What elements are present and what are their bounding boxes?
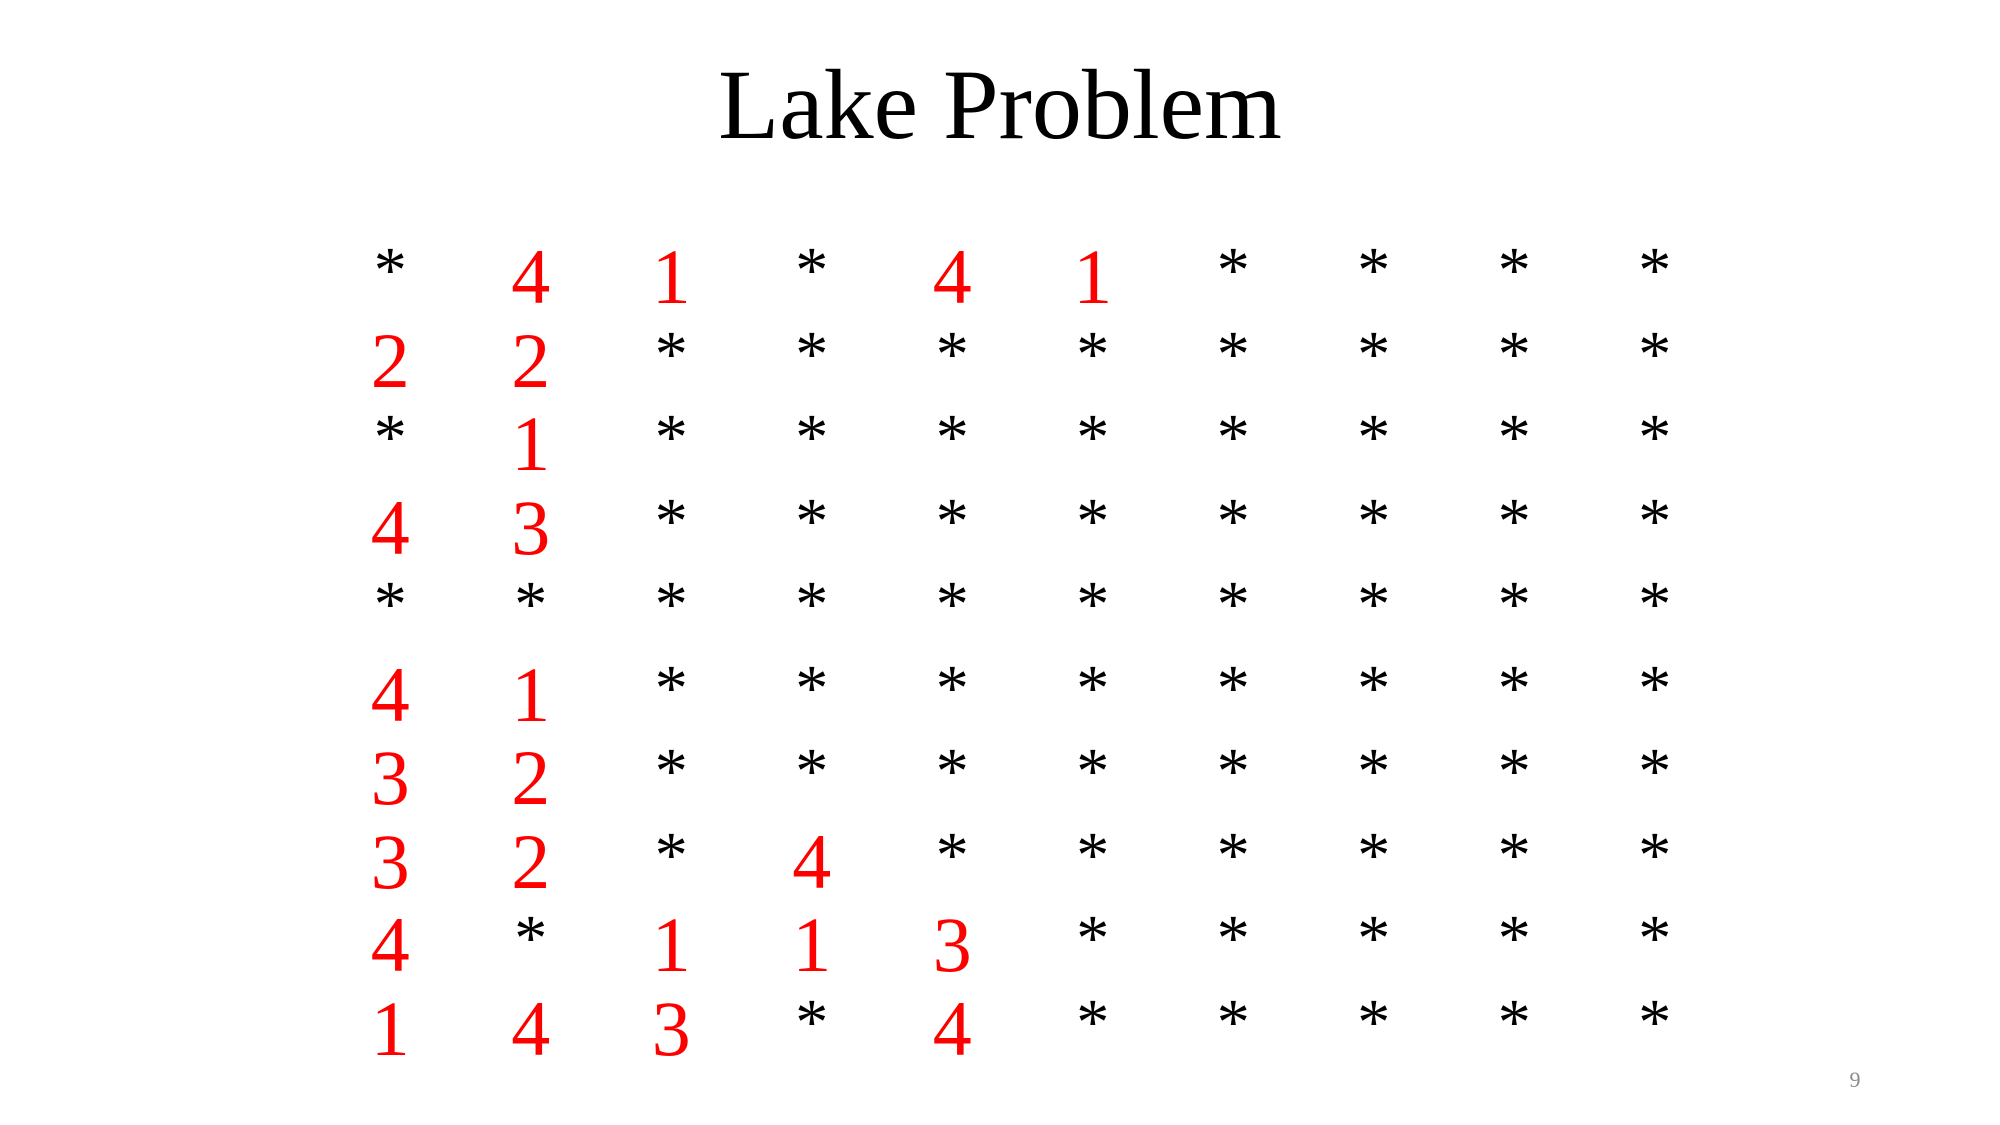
grid-cell-number: 1 xyxy=(651,901,691,988)
grid-cell-number: 3 xyxy=(370,817,410,905)
grid-cell-star: * xyxy=(1216,735,1250,808)
grid-cell-star: * xyxy=(1638,401,1672,474)
grid-cell-star: * xyxy=(1357,902,1391,975)
grid-cell-star: * xyxy=(795,401,829,474)
grid-cell-star: * xyxy=(654,568,688,641)
grid-cell-star: * xyxy=(1357,651,1391,725)
grid-cell-star: * xyxy=(1497,651,1531,725)
grid-cell-star: * xyxy=(935,484,969,558)
grid-cell-star: * xyxy=(1076,401,1110,474)
grid-cell-star: * xyxy=(1497,484,1531,558)
grid-cell-number: 1 xyxy=(370,984,410,1072)
grid-cell-number: 1 xyxy=(1073,233,1113,320)
grid-cell-star: * xyxy=(1076,484,1110,558)
grid-cell-star: * xyxy=(1638,317,1672,391)
grid-cell-star: * xyxy=(1076,985,1110,1059)
grid-cell-star: * xyxy=(1497,735,1531,808)
grid-cell-star: * xyxy=(935,735,969,808)
grid-cell-star: * xyxy=(1076,902,1110,975)
grid-cell-star: * xyxy=(795,568,829,641)
grid-cell-number: 4 xyxy=(511,233,551,320)
grid-cell-star: * xyxy=(1076,568,1110,641)
grid-cell-number: 4 xyxy=(370,901,410,988)
grid-cell-star: * xyxy=(1216,985,1250,1059)
grid-cell-star: * xyxy=(935,651,969,725)
grid-cell-star: * xyxy=(935,401,969,474)
grid-cell-number: 2 xyxy=(511,734,551,821)
grid-cell-number: 4 xyxy=(370,483,410,571)
grid-cell-number: 2 xyxy=(370,316,410,404)
grid-cell-star: * xyxy=(935,568,969,641)
grid-cell-star: * xyxy=(373,234,407,307)
grid-cell-star: * xyxy=(1216,902,1250,975)
grid-cell-star: * xyxy=(654,735,688,808)
grid-cell-number: 4 xyxy=(370,650,410,738)
grid-cell-star: * xyxy=(1216,401,1250,474)
grid-cell-star: * xyxy=(795,484,829,558)
grid-cell-number: 4 xyxy=(932,984,972,1072)
grid-cell-star: * xyxy=(514,902,548,975)
grid-cell-number: 3 xyxy=(511,483,551,571)
grid-cell-star: * xyxy=(1216,651,1250,725)
grid-cell-number: 4 xyxy=(792,817,832,905)
grid-cell-star: * xyxy=(654,317,688,391)
grid-cell-star: * xyxy=(1638,818,1672,892)
grid-cell-number: 3 xyxy=(651,984,691,1072)
grid-cell-star: * xyxy=(935,317,969,391)
grid-cell-star: * xyxy=(1638,568,1672,641)
grid-cell-star: * xyxy=(1497,234,1531,307)
grid-cell-number: 4 xyxy=(511,984,551,1072)
grid-cell-star: * xyxy=(514,568,548,641)
grid-cell-star: * xyxy=(1357,735,1391,808)
grid-cell-star: * xyxy=(654,651,688,725)
grid-cell-star: * xyxy=(654,818,688,892)
grid-cell-star: * xyxy=(1638,651,1672,725)
grid-cell-star: * xyxy=(1216,317,1250,391)
grid-cell-star: * xyxy=(795,317,829,391)
grid-cell-star: * xyxy=(1638,902,1672,975)
grid-cell-star: * xyxy=(1216,568,1250,641)
grid-cell-star: * xyxy=(1076,818,1110,892)
grid-cell-star: * xyxy=(1638,735,1672,808)
grid-cell-star: * xyxy=(1076,651,1110,725)
grid-cell-star: * xyxy=(1497,568,1531,641)
grid-cell-star: * xyxy=(1497,401,1531,474)
grid-cell-star: * xyxy=(1076,735,1110,808)
grid-cell-star: * xyxy=(373,568,407,641)
grid-cell-star: * xyxy=(1497,818,1531,892)
grid-cell-star: * xyxy=(1357,401,1391,474)
slide-title: Lake Problem xyxy=(718,49,1282,160)
grid-cell-number: 1 xyxy=(792,901,832,988)
grid-cell-star: * xyxy=(1497,985,1531,1059)
grid-cell-star: * xyxy=(795,651,829,725)
grid-cell-star: * xyxy=(654,484,688,558)
grid-cell-star: * xyxy=(795,735,829,808)
grid-cell-star: * xyxy=(1638,985,1672,1059)
grid-cell-star: * xyxy=(1357,317,1391,391)
lake-grid xyxy=(320,232,1740,1072)
grid-cell-number: 4 xyxy=(932,233,972,320)
grid-cell-star: * xyxy=(373,401,407,474)
grid-cell-star: * xyxy=(1357,985,1391,1059)
grid-cell-number: 1 xyxy=(511,650,551,738)
grid-cell-star: * xyxy=(1216,484,1250,558)
grid-cell-star: * xyxy=(795,985,829,1059)
grid-cell-number: 3 xyxy=(932,901,972,988)
grid-cell-star: * xyxy=(1497,902,1531,975)
grid-cell-star: * xyxy=(1497,317,1531,391)
grid-cell-number: 2 xyxy=(511,316,551,404)
grid-cell-star: * xyxy=(1357,484,1391,558)
grid-cell-number: 1 xyxy=(511,400,551,487)
grid-cell-star: * xyxy=(1076,317,1110,391)
grid-cell-number: 3 xyxy=(370,734,410,821)
grid-cell-star: * xyxy=(1216,234,1250,307)
page-number: 9 xyxy=(1849,1067,1861,1092)
grid-cell-star: * xyxy=(1216,818,1250,892)
grid-cell-star: * xyxy=(654,401,688,474)
grid-cell-star: * xyxy=(1638,234,1672,307)
grid-cell-star: * xyxy=(1357,818,1391,892)
grid-cell-star: * xyxy=(795,234,829,307)
grid-cell-star: * xyxy=(1357,568,1391,641)
grid-cell-number: 2 xyxy=(511,817,551,905)
grid-cell-star: * xyxy=(935,818,969,892)
grid-cell-star: * xyxy=(1638,484,1672,558)
grid-cell-star: * xyxy=(1357,234,1391,307)
grid-cell-number: 1 xyxy=(651,233,691,320)
